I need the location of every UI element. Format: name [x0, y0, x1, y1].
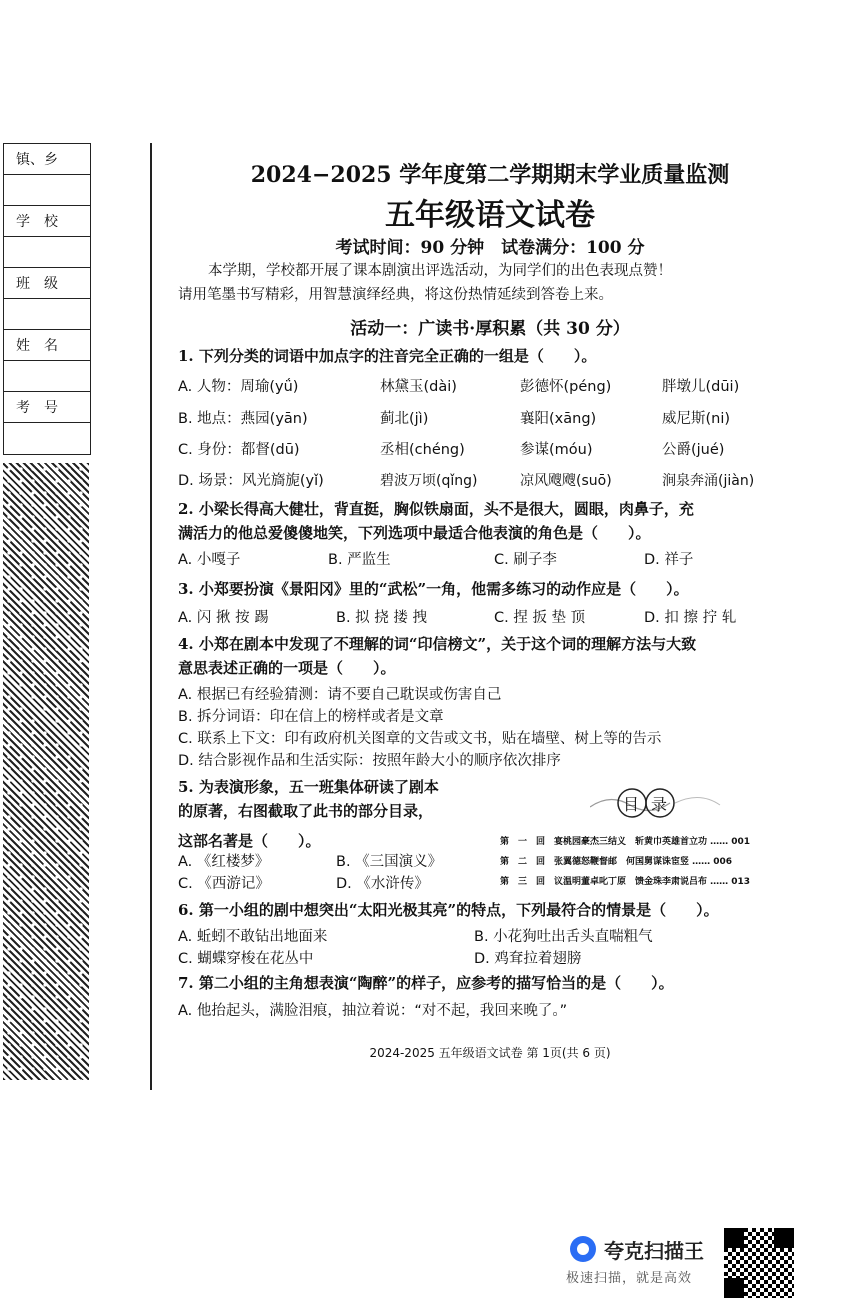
- table-of-contents: [500, 832, 810, 892]
- q1-option: B. 地点：燕园(yān): [178, 411, 308, 427]
- toc-title-text: 目录: [623, 795, 680, 814]
- q7-option-a: A. 他抬起头，满脸泪痕，抽泣着说：“对不起，我回来晚了。”: [178, 1003, 568, 1019]
- q2-option-d: D. 祥子: [644, 552, 694, 568]
- question-1-stem: 1. 下列分类的词语中加点字的注音完全正确的一组是（ ）。: [178, 347, 597, 365]
- q6-option-a: A. 蚯蚓不敢钻出地面来: [178, 929, 328, 945]
- intro-line: 请用笔墨书写精彩，用智慧演绎经典，将这份热情延续到答卷上来。: [178, 287, 613, 303]
- stem-line: 2. 小梁长得高大健壮，背直挺，胸似铁扇面，头不是很大，圆眼，肉鼻子，充: [178, 500, 694, 518]
- stem-line: 4. 小郑在剧本中发现了不理解的词“印信榜文”，关于这个词的理解方法与大致: [178, 635, 697, 653]
- q6-option-b: B. 小花狗吐出舌头直喘粗气: [474, 929, 653, 945]
- q1-option: 胖墩儿(dūi): [662, 379, 740, 395]
- page-footer: 2024-2025 五年级语文试卷 第 1页(共 6 页): [369, 1046, 611, 1060]
- info-label: 考 号: [16, 400, 58, 416]
- q1-option: 凉风飕飕(suō): [520, 473, 612, 489]
- question-3-stem: 3. 小郑要扮演《景阳冈》里的“武松”一角，他需多练习的动作应是（ ）。: [178, 580, 689, 598]
- q5-option-c: C. 《西游记》: [178, 876, 270, 892]
- info-label: 学 校: [16, 214, 58, 230]
- info-label: 姓 名: [16, 338, 58, 354]
- scanner-logo-icon: [570, 1236, 596, 1262]
- exam-title: 2024−2025 学年度第二学期期末学业质量监测: [250, 162, 730, 188]
- q1-option: 彭德怀(péng): [520, 379, 612, 395]
- stem-line: 意思表述正确的一项是（ ）。: [178, 659, 396, 677]
- info-blank: [4, 423, 90, 454]
- q1-option: 碧波万顷(qǐng): [380, 473, 478, 489]
- q1-option: 涧泉奔涌(jiàn): [662, 473, 755, 489]
- scanner-watermark: [566, 1233, 726, 1293]
- q2-option-a: A. 小嘎子: [178, 552, 241, 568]
- q5-option-a: A. 《红楼梦》: [178, 854, 270, 870]
- question-7-stem: 7. 第二小组的主角想表演“陶醉”的样子，应参考的描写恰当的是（ ）。: [178, 974, 674, 992]
- q5-option-b: B. 《三国演义》: [336, 854, 443, 870]
- q1-option: 丞相(chéng): [380, 442, 465, 458]
- q6-option-c: C. 蝴蝶穿梭在花丛中: [178, 951, 314, 967]
- q4-option-b: B. 拆分词语：印在信上的榜样或者是文章: [178, 709, 444, 725]
- info-label: 镇、乡: [16, 152, 58, 168]
- stem-line: 满活力的他总爱傻傻地笑，下列选项中最适合他表演的角色是（ ）。: [178, 524, 651, 542]
- stem-line: 这部名著是（ ）。: [178, 832, 321, 850]
- q5-option-d: D. 《水浒传》: [336, 876, 429, 892]
- info-blank: [4, 361, 90, 392]
- info-label: 班 级: [16, 276, 58, 292]
- toc-item: 第 一 回 宴桃园豪杰三结义 斩黄巾英雄首立功 …… 001: [500, 837, 751, 847]
- q2-option-b: B. 严监生: [328, 552, 391, 568]
- question-4-stem: [178, 632, 803, 680]
- scanner-name: 夸克扫描王: [604, 1239, 704, 1263]
- q1-option: 威尼斯(ni): [662, 411, 731, 427]
- stem-line: 的原著，右图截取了此书的部分目录，: [178, 802, 434, 820]
- q4-option-a: A. 根据已有经验猜测：请不要自己耽误或伤害自己: [178, 687, 502, 703]
- qr-code-icon: [724, 1228, 794, 1298]
- q1-option: 蓟北(jì): [380, 411, 429, 427]
- seal-line: [150, 143, 152, 1090]
- info-field-id: [4, 392, 90, 423]
- q1-option: A. 人物：周瑜(yǘ): [178, 379, 299, 395]
- q3-option-d: D. 扣 擦 拧 轧: [644, 610, 737, 626]
- question-6-stem: 6. 第一小组的剧中想突出“太阳光极其亮”的特点，下列最符合的情景是（ ）。: [178, 901, 719, 919]
- q1-option: 公爵(jué): [662, 442, 725, 458]
- stem-line: 5. 为表演形象，五一班集体研读了剧本: [178, 778, 439, 796]
- q1-option: 参谋(móu): [520, 442, 593, 458]
- toc-title: [590, 783, 760, 823]
- toc-item: 第 二 回 张翼德怒鞭督邮 何国舅谋诛宦竖 …… 006: [500, 857, 733, 867]
- q1-option: 襄阳(xāng): [520, 411, 597, 427]
- q3-option-b: B. 拟 挠 搂 拽: [336, 610, 427, 626]
- question-2-stem: [178, 497, 803, 545]
- info-field-class: [4, 268, 90, 299]
- q4-option-d: D. 结合影视作品和生活实际：按照年龄大小的顺序依次排序: [178, 753, 561, 769]
- toc-item: 第 三 回 议温明董卓叱丁原 馈金珠李肃说吕布 …… 013: [500, 877, 751, 887]
- scanner-slogan: 极速扫描，就是高效: [566, 1271, 693, 1286]
- question-5-stem: [178, 775, 498, 853]
- q1-option: D. 场景：风光旖旎(yǐ): [178, 473, 324, 489]
- section-title: 活动一：广读书·厚积累（共 30 分）: [350, 319, 630, 339]
- q3-option-a: A. 闪 揪 按 踢: [178, 610, 269, 626]
- intro-text: [178, 259, 798, 307]
- security-pattern: [3, 463, 89, 1080]
- q1-option: C. 身份：都督(dū): [178, 442, 300, 458]
- exam-subtitle: 五年级语文试卷: [385, 198, 595, 233]
- q2-option-c: C. 刷子李: [494, 552, 557, 568]
- q4-option-c: C. 联系上下文：印有政府机关图章的文告或文书，贴在墙壁、树上等的告示: [178, 731, 662, 747]
- exam-info: 考试时间：90 分钟 试卷满分：100 分: [335, 238, 645, 258]
- q3-option-c: C. 捏 扳 垫 顶: [494, 610, 586, 626]
- q1-option: 林黛玉(dài): [380, 379, 457, 395]
- q6-option-d: D. 鸡耷拉着翅膀: [474, 951, 582, 967]
- intro-line: 本学期，学校都开展了课本剧演出评选活动，为同学们的出色表现点赞！: [208, 263, 672, 279]
